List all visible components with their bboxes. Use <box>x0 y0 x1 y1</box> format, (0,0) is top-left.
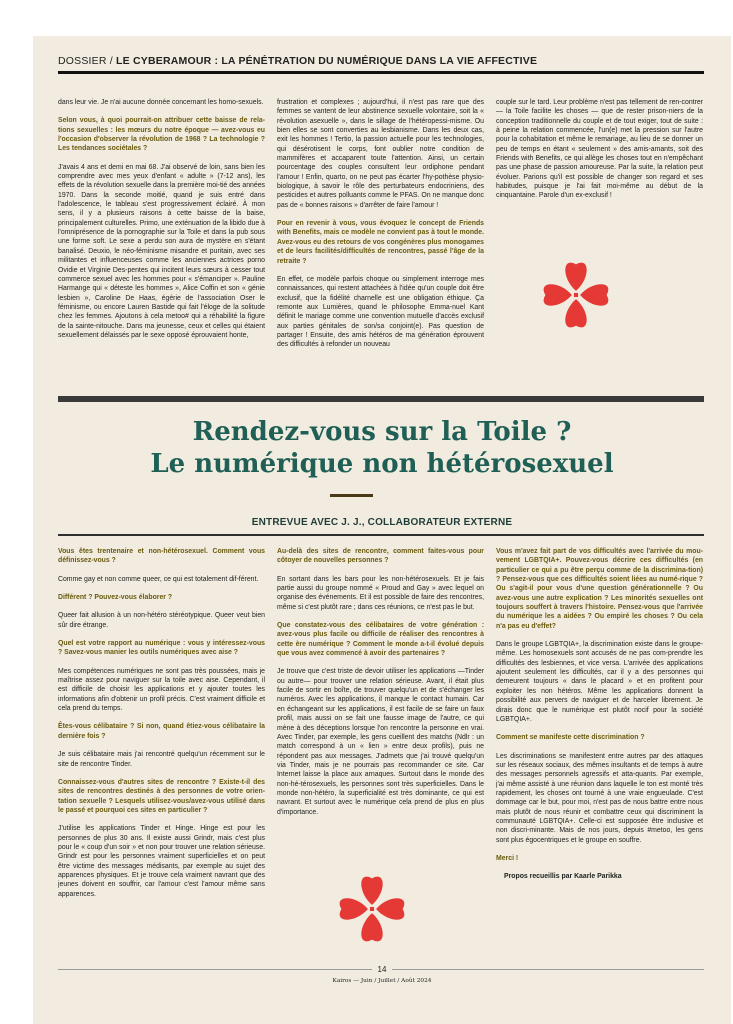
question-paragraph: Au-delà des sites de rencontre, comment faites-vous pour côtoyer de nouvelles personnes ? <box>277 548 484 565</box>
question-paragraph: Merci ! <box>496 854 519 862</box>
question-paragraph: Êtes-vous célibataire ? Si non, quand êtiez-vous célibataire la dernière fois ? <box>58 723 265 740</box>
answer-paragraph: En sortant dans les bars pour les non-hétérosexuels. Et je fais partie aussi du groupe nommé « Proud and Gay » avec lequel on organise des événements. Et il est possible de faire des rencontres, même si c'est plutôt rare ; dans ces réunions, ce n'est pas le but. <box>277 575 484 611</box>
answer-paragraph: Les discriminations se manifestent entre autres par des attaques sur les réseaux sociaux, des mêmes insultants et de temps à autre des messages personnels agressifs et atta-quants. Par exemple, j'ai même assisté à une réunion dans laquelle le ton est monté très rapidement, les choses ont tourné à une vraie engueulade. C'est dommage car le but, pour moi, n'est pas de nous battre entre nous mais plutôt de nous réunir et combattre ceux qui discriminent la communauté LGBTQIA+. Celle-ci est supposée être inclusive et non discri-minante. Mais de nos jours, depuis #metoo, les gens sont plus égocentriques et le groupe en souffre. <box>496 752 703 844</box>
section-divider-band <box>58 396 704 402</box>
answer-paragraph: En effet, ce modèle parfois choque ou simplement interroge mes connaissances, qui restent attachées à l'idée qu'un couple doit être exclusif, que la fidélité charnelle est une obligation éthique. Ça remonte aux Lumières, quand le philosophe Emma-nuel Kant définit le mariage comme une convention mutuelle d'accès exclusif aux parties génitales de son/sa conjoint(e). Pas question de partager ! Ensuite, des amis hétéros de ma génération éprouvent des difficultés à refonder un nouveau <box>277 275 484 349</box>
page-number <box>33 965 731 974</box>
header-rule <box>58 71 704 74</box>
answer-paragraph: Mes compétences numériques ne sont pas très poussées, mais je maîtrise assez pour naviguer sur la toile avec aise. Cependant, il est difficile de choisir les applications et y ajouter toutes les informations afin d'obtenir un profil précis. C'est vraiment difficile et cela prend du temps. <box>58 667 265 713</box>
article-title-line-1: Rendez-vous sur la Toile ? <box>192 417 572 447</box>
answer-paragraph: Je suis célibataire mais j'ai rencontré quelqu'un récemment sur le site de rencontre Tinder. <box>58 751 265 768</box>
heart-clover-icon <box>321 858 423 960</box>
interview-column-1 <box>58 547 265 967</box>
answer-paragraph: dans leur vie. Je n'ai aucune donnée concernant les homo-sexuels. <box>58 99 264 106</box>
answer-paragraph: J'utilise les applications Tinder et Hinge. Hinge est pour les personnes de plus 30 ans. Il existe aussi Grindr, mais c'est plus pour le « coup d'un soir » et non pour trouver une relation sérieuse. Grindr est pour les personnes vraiment superficielles et on peut être victime des messages médisants, par exemple au sujet des apparences physiques. Et je trouve cela vraiment navrant que des jeunes doivent en souffrir, car l'amour c'est l'amour même sans apparences. <box>58 825 265 898</box>
question-paragraph: Selon vous, à quoi pourrait-on attribuer cette baisse de rela-tions sexuelles : les mœurs du notre époque — avez-vous eu l'occasion d'observer la révolution de 1968 ? La technologie ? Les tendances sociétales ? <box>58 117 265 153</box>
interview-column-3 <box>496 547 703 967</box>
question-paragraph: Pour en revenir à vous, vous évoquez le concept de Friends with Benefits, mais ce modèle ne convient pas à tout le monde. Avez-vous eu des retours de vos congénères plus monogames et de leurs facilités/difficultés de rencontres, passé l'âge de la retraite ? <box>277 220 484 265</box>
question-paragraph: Comment se manifeste cette discrimination ? <box>496 734 645 742</box>
answer-paragraph: frustration et complexes ; aujourd'hui, il n'est pas rare que des femmes se vantent de leur abstinence sexuelle volontaire, soit la « révolution asexuelle », dans le sillage de l'hétéropessi-misme. Ou bien elles se sont converties au lesbianisme. Dans les deux cas, exit les hommes ! Tertio, la passion actuelle pour les technologies, qui désérotisent le corps, font oublier notre condition de mammifères et accaparent toute l'attention. Ainsi, un certain pourcentage des couples consultent leur ordiphone pendant l'amour ! Enfin, quarto, on ne peut pas écarter l'hy-pothèse physio-biologique, à savoir le rôle des perturbateurs endocriniens, des pesticides et autres polluants comme le PFAS. On ne manque donc pas de « bonnes raisons » d'arrêter de faire l'amour ! <box>277 99 484 209</box>
section-topic: LE CYBERAMOUR : LA PÉNÉTRATION DU NUMÉRIQUE DANS LA VIE AFFECTIVE <box>116 55 538 67</box>
section-label: DOSSIER <box>58 55 107 67</box>
answer-paragraph: Queer fait allusion à un non-hétéro stéréotypique. Queer veut bien sûr dire étrange. <box>58 612 265 629</box>
dossier-header <box>58 55 704 74</box>
title-dash <box>330 494 373 497</box>
question-paragraph: Que constatez-vous des célibataires de votre génération : avez-vous plus facile ou difficile de réaliser des rencontres à cette ère numérique ? Comment le monde a-t-il évolué depuis que vous avez commencé à avoir des partenaires ? <box>277 622 484 658</box>
question-paragraph: Vous m'avez fait part de vos difficultés avec l'arrivée du mou-vement LGBTQIA+. Pouvez-vous décrire ces difficultés (en particulier ce qui a pu être perçu comme de la discrimina-tion) ? Pensez-vous que ces difficultés soient liées au numé-rique ? Ou s'agit-il pour vous d'une question générationnelle ? Ou avez-vous une autre explication ? Les minorités sexuelles ont toujours souffert à travers l'histoire. Pensez-vous que l'arrivée du numérique les a aidées ? Ou empiré les choses ? Ou cela n'a pas eu d'effet? <box>496 548 703 630</box>
magazine-page <box>33 36 731 1024</box>
header-separator: / <box>106 55 117 67</box>
answer-paragraph: Je trouve que c'est triste de devoir utiliser les applications —Tinder ou autre— pour trouver une relation sérieuse. Avant, il était plus facile de sortir en boîte, de trouver quelqu'un et de s'échanger les numéros. Avec les applications, il manque le contact humain. Car en échangeant sur les applications, il est facile de se faire un faux profil, mais aussi on se fait une fausse image de l'autre, ce qui mène à des déceptions lorsque l'on rencontre la personne en vrai. Avec Tinder, par exemple, les gens cueillent des matchs (Ndlr : un match correspond à un « lien » entre deux profils), puis ne répondent pas aux messages. J'admets que j'ai trouvé quelqu'un via Tinder, mais je ne pourrais pas recommander ce site. Car Internet laisse la place aux arnaques. Surtout dans le monde des non-hé-térosexuels, les personnes sont très superficielles. Dans le monde non-hétéro, la superficialité est très dominante, ce qui est navrant. Et surtout avec le numérique cela prend de plus en plus d'importance. <box>277 668 484 816</box>
answer-paragraph: Comme gay et non comme queer, ce qui est totalement dif-férent. <box>58 575 259 583</box>
interview-subtitle: ENTREVUE AVEC J. J., COLLABORATEUR EXTERNE <box>251 517 513 528</box>
answer-paragraph: couple sur le tard. Leur problème n'est pas tellement de ren-contrer — la Toile facilite les choses — que de rester prison-niers de la conception traditionnelle du couple et de tout exiger, tout de suite : à peine la relation commencée, l'un(e) met la pression sur l'autre pour la cohabitation et même le remariage, au lieu de se donner un peu de temps en étant « seulement » des amis-amants, soit des Friends with Benefits, ce qui allège les choses tout en n'empêchant pas une phase de passion amoureuse. Par la suite, la relation peut évoluer. Parions qu'il est possible de changer son regard et ses habitudes, puisque je l'ai fait moi-même au début de la cinquantaine. Parole d'un ex-exclusif ! <box>496 99 703 200</box>
question-paragraph: Quel est votre rapport au numérique : vous y intéressez-vous ? Savez-vous manier les outils numériques avec aise ? <box>58 640 265 657</box>
page-number-text: 14 <box>372 965 393 974</box>
article-column-1 <box>58 98 265 404</box>
question-paragraph: Connaissez-vous d'autres sites de rencontre ? Existe-t-il des sites de rencontres destinés à des personnes de votre orien-tation sexuelle ? Lesquels utilisez-vous/avez-vous utilisé dans le passé et pourquoi ces sites en particulier ? <box>58 778 265 814</box>
heart-clover-icon <box>525 244 627 346</box>
interview-credit: Propos recueillis par Kaarle Parikka <box>504 873 622 881</box>
article-title-line-2: Le numérique non hétérosexuel <box>150 449 614 479</box>
issue-footer: Kairos — Juin / Juillet / Août 2024 <box>332 978 432 984</box>
answer-paragraph: Dans le groupe LGBTQIA+, la discrimination existe dans le groupe-même. Les homosexuels sont accusés de ne pas com-prendre les difficultés des lesbiennes, et vice versa. L'arrivée des applications ajoutent seulement les difficultés, car il y a des personnes qui demeurent toujours « dans le placard » et en profitent pour exploiter les non hétéros. Même les applications donnent la possibilité aux pervers de naviguer et de harceler librement. Je dirais donc que le numérique est plutôt nocif pour la société LGBTQIA+. <box>496 641 703 723</box>
subtitle-rule <box>58 534 704 536</box>
answer-paragraph: J'avais 4 ans et demi en mai 68. J'ai observé de loin, sans bien les comprendre avec mes yeux d'enfant « adulte » (7-12 ans), les effets de la révolution sexuelle dans la première moi-tié des années 1970. Dans la seconde moitié, quand je suis entré dans l'adolescence, le tableau s'est progressivement éclairé. À mon sens, il y a plusieurs raisons à cette baisse de la baise, principalement culturelles. Primo, une exténuation de la libido due à l'omniprésence de la pornographie sur la Toile et dans la pub sous une forme soft. Le sexe a perdu son aura de mystère en s'étant banalisé. Deuxio, le néo-féminisme misandre et puritain, avec ses militantes et influenceuses comme les anciennes actrices porno Ovidie et Virginie Des-pentes qui incitent leurs sœurs à cesser tout commerce sexuel avec les hommes pour « s'émanciper ». Pauline Harmange qui « déteste les hommes », Alice Coffin et son « génie lesbien », Caroline De Haas, égérie de l'association Oser le féminisme, ou encore Lauren Bastide qui fait l'éloge de la solitude chez les femmes. Ajoutons à cela metoo# qui a réhabilité la figure de la sainte-nitouche. Dans ma jeunesse, ceux et celles qui étaient sexuellement délaissés par le sexe opposé éprouvaient honte, <box>58 163 265 339</box>
question-paragraph: Vous êtes trentenaire et non-hétérosexuel. Comment vous définissez-vous ? <box>58 548 265 565</box>
article-column-2 <box>277 98 484 404</box>
question-paragraph: Différent ? Pouvez-vous élaborer ? <box>58 594 173 602</box>
